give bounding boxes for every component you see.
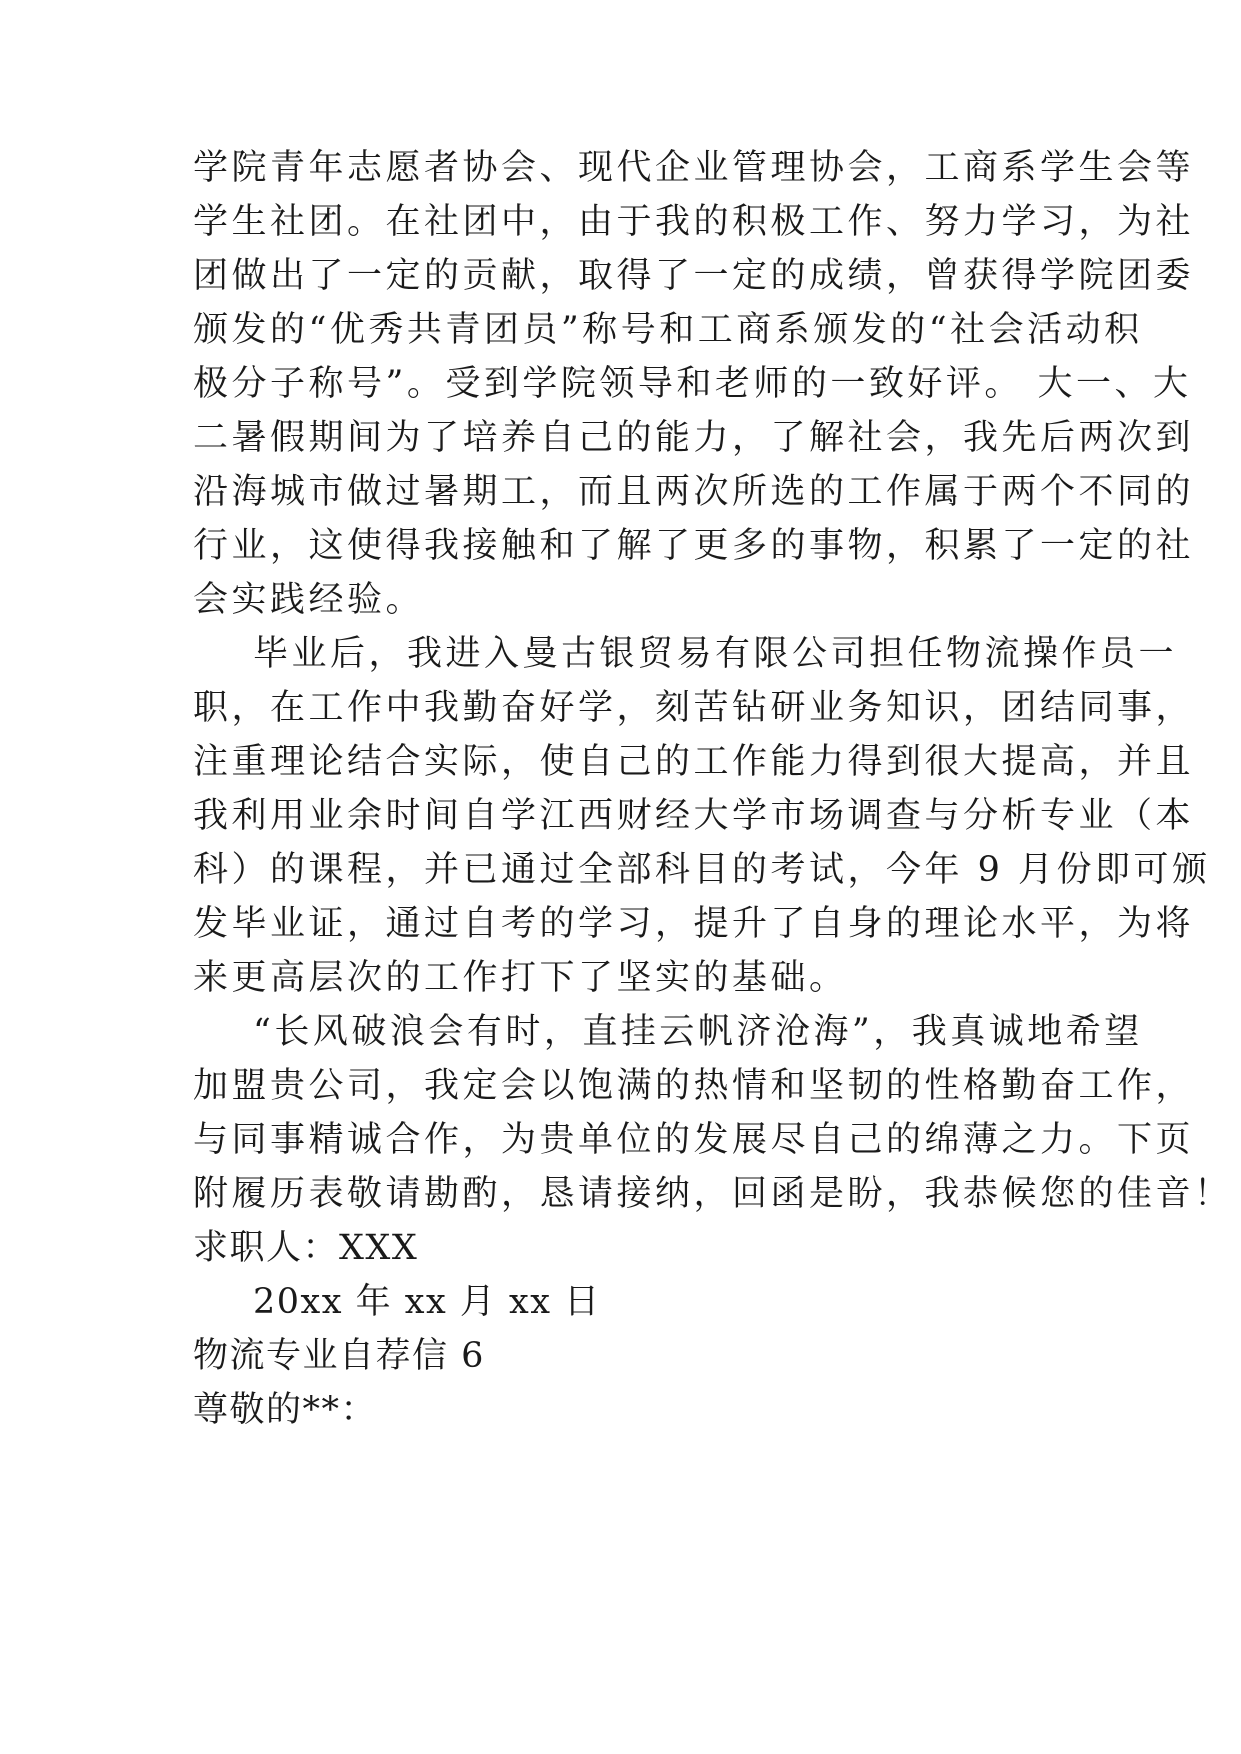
paragraph-line: 发毕业证，通过自考的学习，提升了自身的理论水平，为将 <box>193 904 1195 944</box>
paragraph-line: 颁发的“优秀共青团员”称号和工商系颁发的“社会活动积 <box>193 310 1143 350</box>
paragraph-line: 极分子称号”。受到学院领导和老师的一致好评。 大一、大 <box>193 364 1192 404</box>
paragraph-line: “长风破浪会有时，直挂云帆济沧海”，我真诚地希望 <box>253 1012 1143 1052</box>
paragraph-line: 注重理论结合实际，使自己的工作能力得到很大提高，并且 <box>193 742 1195 782</box>
paragraph-line: 职，在工作中我勤奋好学，刻苦钻研业务知识，团结同事， <box>193 688 1195 728</box>
paragraph-line: 附履历表敬请勘酌，恳请接纳，回函是盼，我恭候您的佳音！ <box>193 1174 1233 1214</box>
paragraph-line: 科）的课程，并已通过全部科目的考试，今年 9 月份即可颁 <box>193 850 1211 890</box>
paragraph-line: 加盟贵公司，我定会以饱满的热情和坚韧的性格勤奋工作， <box>193 1066 1195 1106</box>
letter-date: 20xx 年 xx 月 xx 日 <box>253 1282 601 1322</box>
applicant-signature: 求职人：XXX <box>193 1228 419 1268</box>
paragraph-line: 行业，这使得我接触和了解了更多的事物，积累了一定的社 <box>193 526 1195 566</box>
paragraph-line: 毕业后，我进入曼古银贸易有限公司担任物流操作员一 <box>253 634 1178 674</box>
paragraph-line: 与同事精诚合作，为贵单位的发展尽自己的绵薄之力。下页 <box>193 1120 1195 1160</box>
paragraph-line: 会实践经验。 <box>193 580 425 620</box>
paragraph-line: 沿海城市做过暑期工，而且两次所选的工作属于两个不同的 <box>193 472 1195 512</box>
paragraph-line: 团做出了一定的贡献，取得了一定的成绩，曾获得学院团委 <box>193 256 1195 296</box>
paragraph-line: 学院青年志愿者协会、现代企业管理协会，工商系学生会等 <box>193 148 1195 188</box>
paragraph-line: 我利用业余时间自学江西财经大学市场调查与分析专业（本 <box>193 796 1195 836</box>
section-title: 物流专业自荐信 6 <box>193 1336 485 1376</box>
paragraph-line: 学生社团。在社团中，由于我的积极工作、努力学习，为社 <box>193 202 1195 242</box>
paragraph-line: 来更高层次的工作打下了坚实的基础。 <box>193 958 848 998</box>
salutation: 尊敬的**： <box>193 1390 378 1430</box>
paragraph-line: 二暑假期间为了培养自己的能力，了解社会，我先后两次到 <box>193 418 1195 458</box>
